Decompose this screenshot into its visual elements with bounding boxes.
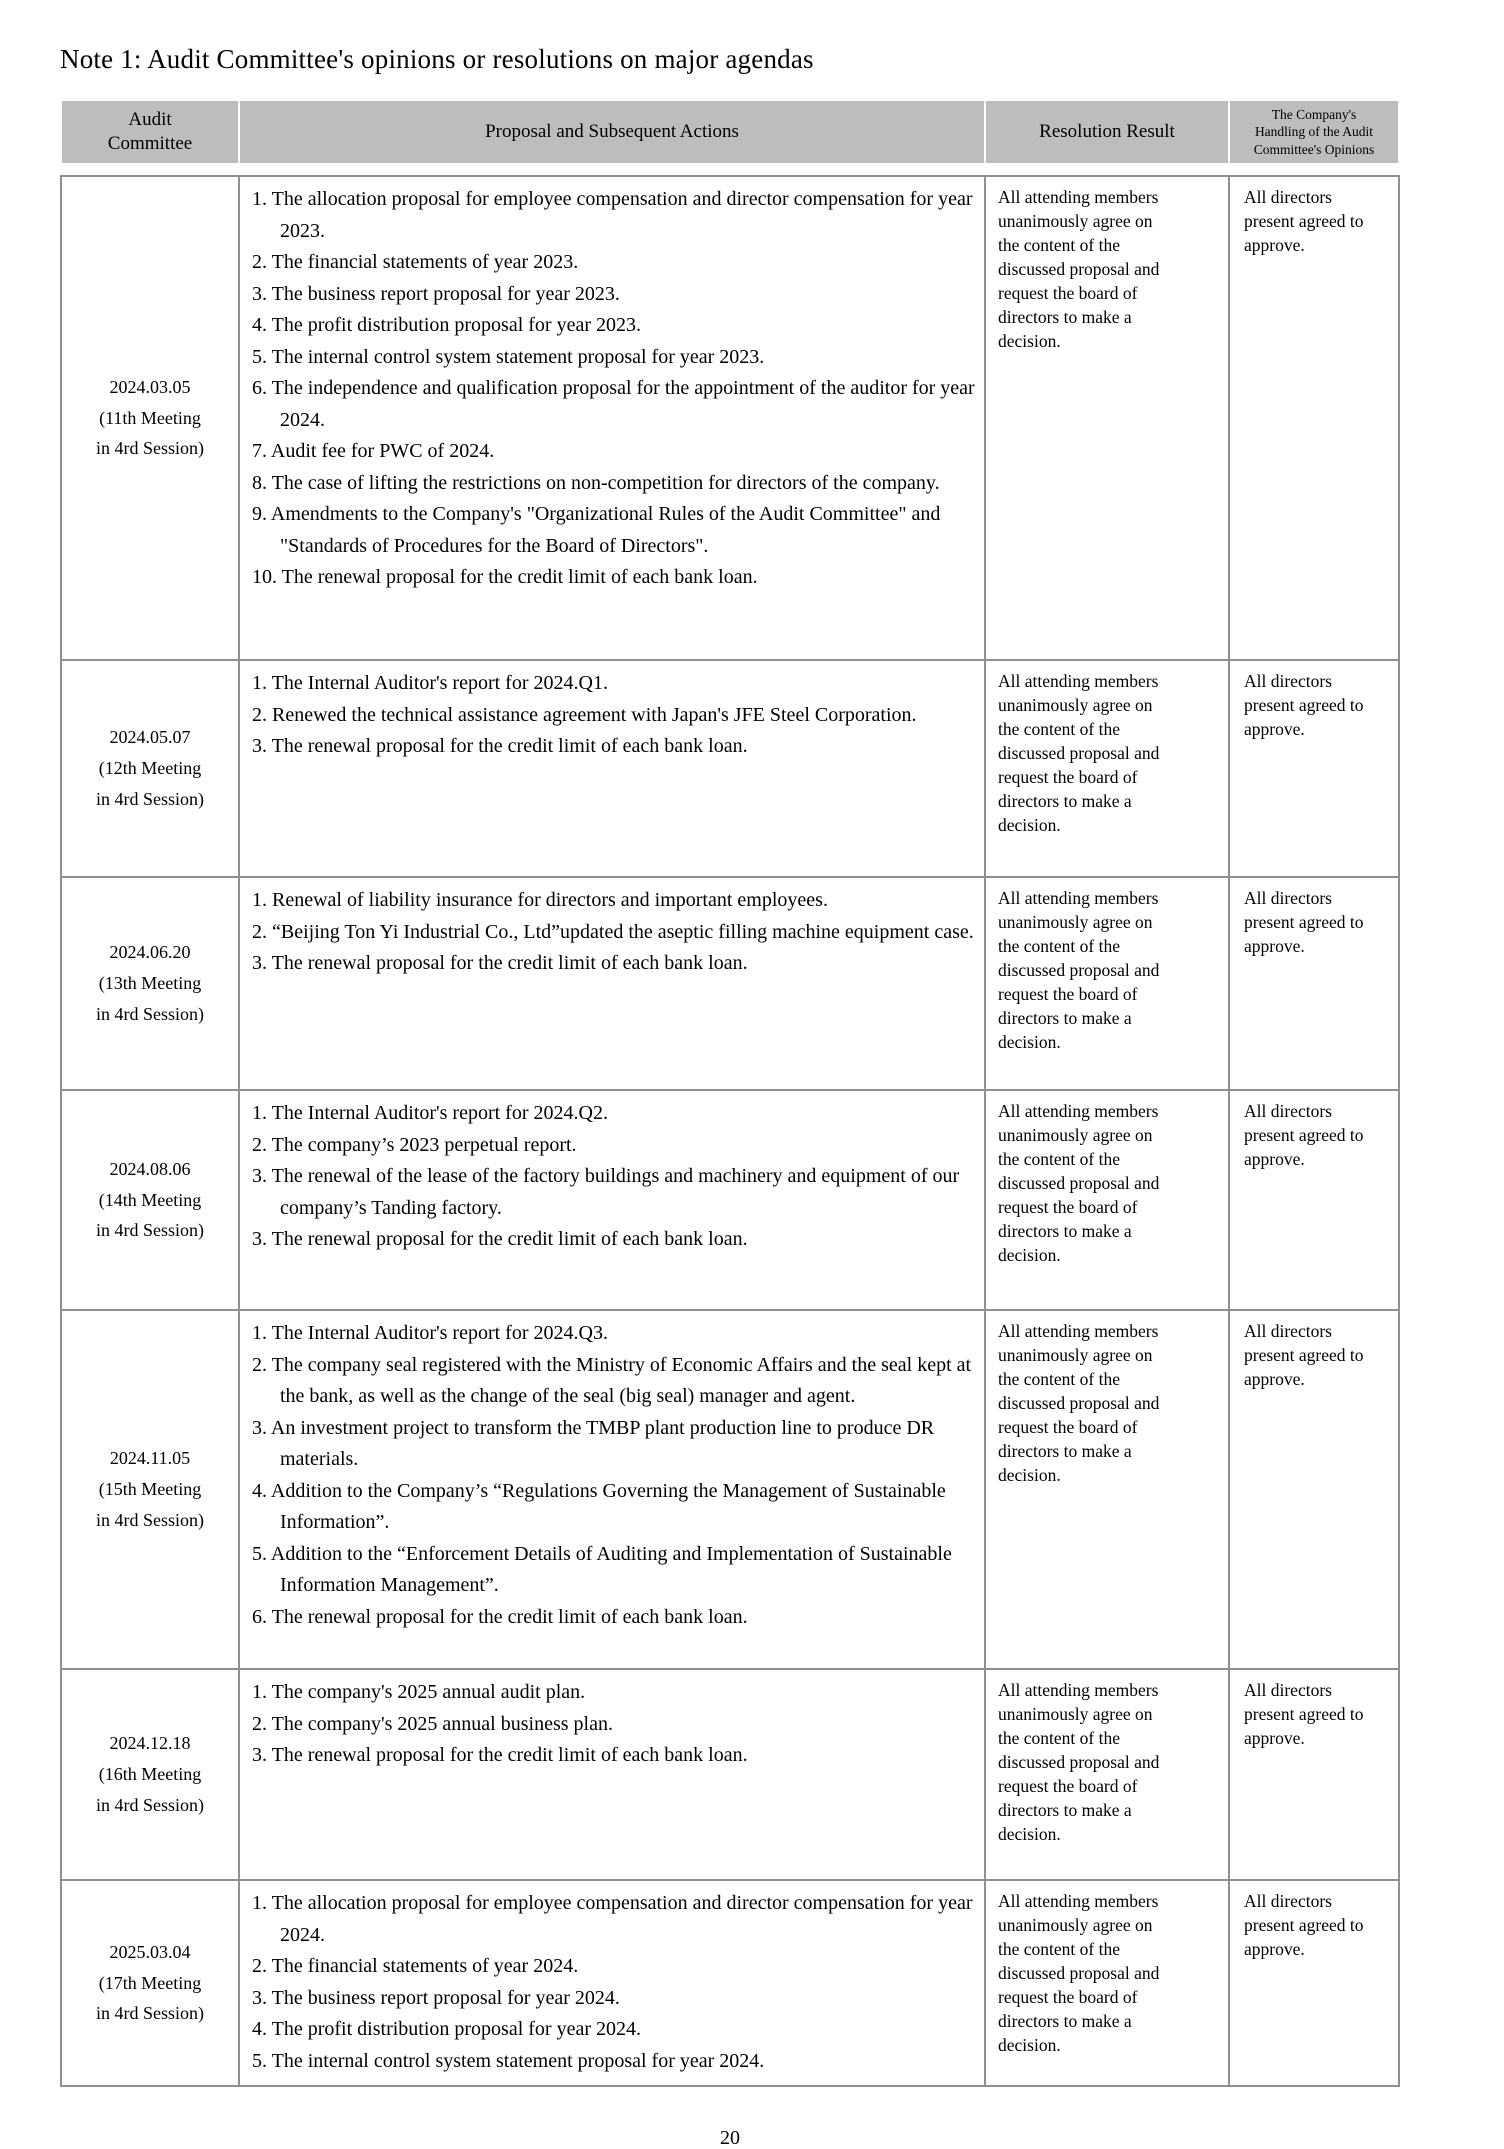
- proposal-item: 4. Addition to the Company’s “Regulations Governing the Management of Sustainable Information”.: [252, 1479, 946, 1533]
- proposal-item: 2. Renewed the technical assistance agreement with Japan's JFE Steel Corporation.: [252, 703, 917, 726]
- proposal-item: 5. The internal control system statement proposal for year 2024.: [252, 2049, 765, 2072]
- handling-cell: [1229, 1090, 1399, 1310]
- proposal-item: 1. The allocation proposal for employee compensation and director compensation for year 2024.: [252, 1892, 973, 1946]
- handling-cell: [1229, 1669, 1399, 1880]
- meeting-date: 2024.03.05: [109, 376, 191, 397]
- proposal-item: 3. The business report proposal for year 2023.: [252, 282, 620, 305]
- table-row: [61, 660, 1399, 877]
- meeting-date: 2024.12.18: [109, 1733, 191, 1754]
- committee-cell-text: [91, 1728, 209, 1821]
- proposal-item: 2. The company’s 2023 perpetual report.: [252, 1133, 577, 1156]
- committee-cell: [61, 1669, 239, 1880]
- meeting-session: (14th Meeting in 4rd Session): [96, 1189, 204, 1241]
- resolution-text: All attending members unanimously agree on the content of the discussed proposal and request the board of directors to make a decision.: [998, 1680, 1160, 1844]
- column-header-resolution: [985, 100, 1229, 164]
- meeting-session: (11th Meeting in 4rd Session): [96, 407, 204, 459]
- proposal-item: 1. The Internal Auditor's report for 2024.Q1.: [252, 672, 608, 694]
- table-row: [61, 1310, 1399, 1669]
- handling-cell: [1229, 1310, 1399, 1669]
- column-header-proposal-label: Proposal and Subsequent Actions: [485, 121, 739, 143]
- handling-text: All directors present agreed to approve.: [1244, 1321, 1364, 1389]
- resolution-text: All attending members unanimously agree on the content of the discussed proposal and request the board of directors to make a decision.: [998, 1321, 1160, 1485]
- committee-cell: [61, 1090, 239, 1310]
- handling-cell: [1229, 660, 1399, 877]
- meeting-date: 2024.11.05: [109, 1448, 191, 1469]
- proposal-item: 7. Audit fee for PWC of 2024.: [252, 440, 495, 462]
- meeting-session: (13th Meeting in 4rd Session): [96, 973, 204, 1024]
- proposal-item: 6. The independence and qualification proposal for the appointment of the auditor for year 2024.: [252, 377, 975, 431]
- handling-text: All directors present agreed to approve.: [1244, 1891, 1364, 1959]
- resolution-cell: [985, 1880, 1229, 2086]
- committee-cell: [61, 877, 239, 1090]
- table-row: [61, 1880, 1399, 2086]
- resolution-cell: [985, 877, 1229, 1090]
- document-page: [60, 0, 1400, 2149]
- resolution-cell: [985, 1090, 1229, 1310]
- proposal-item: 1. The Internal Auditor's report for 2024.Q3.: [252, 1322, 608, 1344]
- proposal-item: 3. The renewal proposal for the credit limit of each bank loan.: [252, 735, 748, 757]
- resolution-cell: [985, 660, 1229, 877]
- proposal-item: 2. “Beijing Ton Yi Industrial Co., Ltd”updated the aseptic filling machine equipment case.: [252, 920, 974, 943]
- proposal-item: 1. The company's 2025 annual audit plan.: [252, 1681, 586, 1703]
- proposal-item: 8. The case of lifting the restrictions on non-competition for directors of the company.: [252, 471, 940, 494]
- handling-text: All directors present agreed to approve.: [1244, 187, 1364, 255]
- proposal-item: 5. Addition to the “Enforcement Details of Auditing and Implementation of Sustainable Information Management”.: [252, 1542, 952, 1596]
- handling-text: All directors present agreed to approve.: [1244, 1680, 1364, 1748]
- page-title: Note 1: Audit Committee's opinions or resolutions on major agendas: [60, 44, 814, 74]
- proposal-cell: [239, 1880, 985, 2086]
- proposal-cell: [239, 660, 985, 877]
- audit-table-body: [60, 175, 1400, 2087]
- resolution-text: All attending members unanimously agree on the content of the discussed proposal and request the board of directors to make a decision.: [998, 1101, 1160, 1265]
- meeting-date: 2024.05.07: [109, 727, 191, 748]
- committee-cell: [61, 660, 239, 877]
- meeting-date: 2024.08.06: [109, 1158, 191, 1179]
- committee-cell: [61, 176, 239, 660]
- meeting-date: 2024.06.20: [109, 942, 191, 963]
- meeting-session: (12th Meeting in 4rd Session): [96, 758, 204, 809]
- proposal-item: 2. The company's 2025 annual business plan.: [252, 1712, 613, 1735]
- committee-cell-text: [91, 1154, 209, 1247]
- resolution-cell: [985, 1669, 1229, 1880]
- proposal-item: 2. The financial statements of year 2023.: [252, 251, 579, 273]
- resolution-cell: [985, 1310, 1229, 1669]
- resolution-cell: [985, 176, 1229, 660]
- proposal-item: 1. The allocation proposal for employee compensation and director compensation for year 2023.: [252, 188, 973, 242]
- proposal-item: 4. The profit distribution proposal for year 2024.: [252, 2018, 642, 2040]
- proposal-item: 3. The renewal proposal for the credit limit of each bank loan.: [252, 1228, 748, 1250]
- handling-text: All directors present agreed to approve.: [1244, 1101, 1364, 1169]
- handling-cell: [1229, 877, 1399, 1090]
- committee-cell-text: [91, 937, 209, 1030]
- proposal-cell: [239, 1090, 985, 1310]
- committee-cell: [61, 1880, 239, 2086]
- resolution-text: All attending members unanimously agree on the content of the discussed proposal and request the board of directors to make a decision.: [998, 671, 1160, 835]
- proposal-item: 3. The renewal proposal for the credit limit of each bank loan.: [252, 1744, 748, 1766]
- column-header-handling-label: The Company's Handling of the Audit Committee's Opinions: [1253, 106, 1375, 157]
- proposal-item: 6. The renewal proposal for the credit limit of each bank loan.: [252, 1605, 748, 1628]
- handling-text: All directors present agreed to approve.: [1244, 888, 1364, 956]
- proposal-item: 3. The business report proposal for year 2024.: [252, 1986, 620, 2009]
- table-row: [61, 1669, 1399, 1880]
- proposal-item: 4. The profit distribution proposal for year 2023.: [252, 314, 642, 336]
- header-row: [61, 100, 1399, 164]
- proposal-cell: [239, 877, 985, 1090]
- meeting-date: 2025.03.04: [109, 1941, 191, 1962]
- handling-cell: [1229, 176, 1399, 660]
- proposal-item: 2. The company seal registered with the Ministry of Economic Affairs and the seal kept at the bank, as well as the change of the seal (big seal) manager and agent.: [252, 1353, 972, 1407]
- proposal-cell: [239, 1310, 985, 1669]
- committee-cell-text: [91, 1443, 209, 1536]
- proposal-item: 9. Amendments to the Company's "Organizational Rules of the Audit Committee" and "Standards of Procedures for the Board of Directors".: [252, 503, 941, 557]
- proposal-item: 3. The renewal proposal for the credit limit of each bank loan.: [252, 952, 748, 974]
- meeting-session: (17th Meeting in 4rd Session): [96, 1972, 204, 2024]
- resolution-text: All attending members unanimously agree on the content of the discussed proposal and request the board of directors to make a decision.: [998, 187, 1160, 351]
- resolution-text: All attending members unanimously agree on the content of the discussed proposal and request the board of directors to make a decision.: [998, 1891, 1160, 2055]
- proposal-item: 1. Renewal of liability insurance for directors and important employees.: [252, 889, 828, 911]
- handling-text: All directors present agreed to approve.: [1244, 671, 1364, 739]
- proposal-item: 3. An investment project to transform the TMBP plant production line to produce DR materials.: [252, 1416, 935, 1470]
- proposal-item: 10. The renewal proposal for the credit limit of each bank loan.: [252, 566, 758, 588]
- table-row: [61, 1090, 1399, 1310]
- column-header-handling: [1229, 100, 1399, 164]
- handling-cell: [1229, 1880, 1399, 2086]
- proposal-item: 3. The renewal of the lease of the factory buildings and machinery and equipment of our company’s Tanding factory.: [252, 1165, 960, 1219]
- committee-cell-text: [91, 1937, 209, 2030]
- committee-cell-text: [91, 722, 209, 815]
- proposal-cell: [239, 1669, 985, 1880]
- column-header-proposal: [239, 100, 985, 164]
- column-header-committee: [61, 100, 239, 164]
- meeting-session: (16th Meeting in 4rd Session): [96, 1764, 204, 1815]
- column-header-committee-label: Audit Committee: [107, 109, 193, 154]
- resolution-text: All attending members unanimously agree on the content of the discussed proposal and request the board of directors to make a decision.: [998, 888, 1160, 1052]
- committee-cell: [61, 1310, 239, 1669]
- proposal-item: 2. The financial statements of year 2024.: [252, 1955, 579, 1977]
- page-number: 20: [720, 2127, 740, 2149]
- meeting-session: (15th Meeting in 4rd Session): [96, 1479, 204, 1530]
- committee-cell-text: [91, 372, 209, 465]
- table-row: [61, 877, 1399, 1090]
- proposal-cell: [239, 176, 985, 660]
- table-row: [61, 176, 1399, 660]
- proposal-item: 1. The Internal Auditor's report for 2024.Q2.: [252, 1102, 608, 1124]
- column-header-resolution-label: Resolution Result: [1039, 121, 1175, 143]
- audit-table-header: [60, 99, 1400, 165]
- proposal-item: 5. The internal control system statement proposal for year 2023.: [252, 345, 765, 368]
